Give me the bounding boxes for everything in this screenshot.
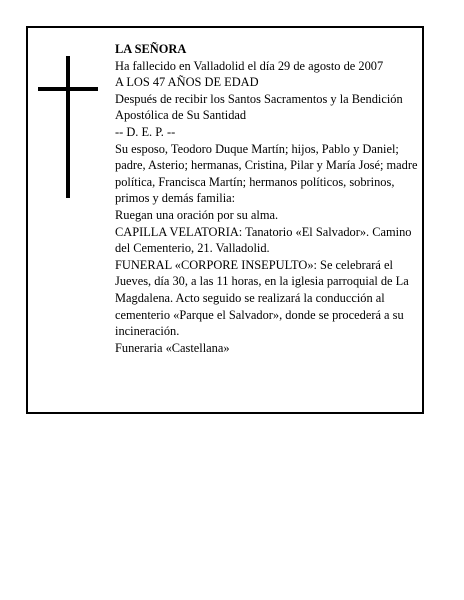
cross-horizontal-bar xyxy=(38,87,98,91)
death-date-line: Ha fallecido en Valladolid el día 29 de agosto de 2007 xyxy=(115,58,384,73)
wake-chapel-line: CAPILLA VELATORIA: Tanatorio «El Salvador». Camino del Cementerio, 21. Valladolid. xyxy=(115,224,412,256)
funeral-line: FUNERAL «CORPORE INSEPULTO»: Se celebrará el Jueves, día 30, a las 11 horas, en la iglesia parroquial de La Magdalena. Acto seguido se realizará la conducción al cementerio «Parque el Salvador», donde se procederá a su incineración. xyxy=(115,257,409,339)
funeral-home-line: Funeraria «Castellana» xyxy=(115,340,230,355)
prayer-request-line: Ruegan una oración por su alma. xyxy=(115,207,279,222)
obituary-notice xyxy=(26,26,424,414)
notice-text-block xyxy=(115,41,423,356)
notice-title: LA SEÑORA xyxy=(115,42,187,56)
rip-line: -- D. E. P. -- xyxy=(115,124,176,139)
family-line: Su esposo, Teodoro Duque Martín; hijos, Pablo y Daniel; padre, Asterio; hermanas, Cristina, Pilar y María José; madre política, Francisca Martín; hermanos políticos, sobrinos, primos y demás familia: xyxy=(115,141,418,206)
cross-vertical-bar xyxy=(66,56,70,198)
latin-cross-icon xyxy=(38,56,98,198)
age-line: A LOS 47 AÑOS DE EDAD xyxy=(115,75,259,90)
sacraments-line: Después de recibir los Santos Sacramentos y la Bendición Apostólica de Su Santidad xyxy=(115,91,403,123)
